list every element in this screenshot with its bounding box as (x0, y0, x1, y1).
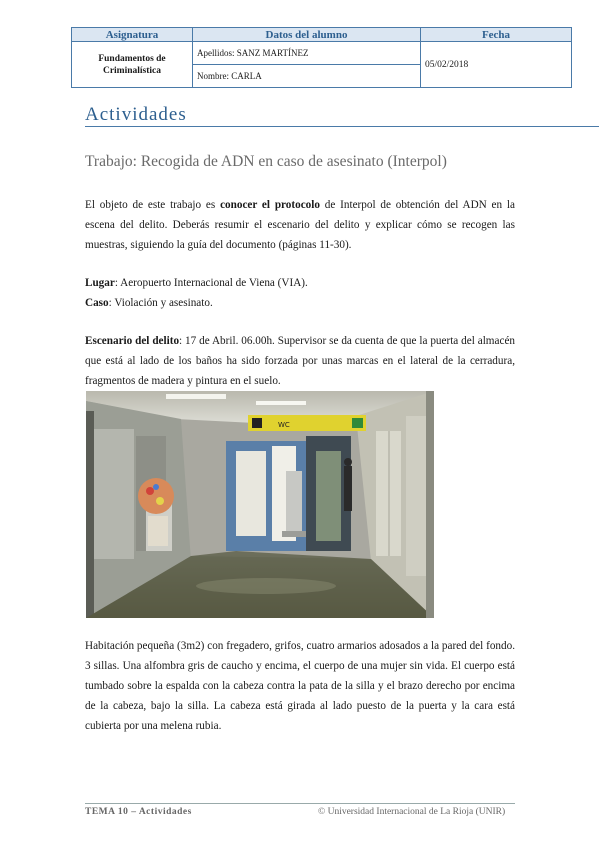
subject-name: Fundamentos de Criminalística (72, 42, 193, 88)
intro-paragraph (85, 195, 515, 255)
assignment-subtitle: Trabajo: Recogida de ADN en caso de asesinato (Interpol) (85, 153, 447, 170)
place-case-paragraph (85, 273, 515, 313)
sign-text: WC (278, 421, 290, 429)
crime-scene-photo (86, 391, 434, 618)
scene-label: Escenario del delito (85, 335, 180, 347)
case-value: : Violación y asesinato. (108, 297, 213, 309)
room-description: Habitación pequeña (3m2) con fregadero, grifos, cuatro armarios adosados a la pared del fondo. 3 sillas. Una alfombra gris de caucho y encima, el cuerpo de una mujer sin vida. El cuerpo está tumbado sobre la espalda con la cabeza contra la pata de la silla y el brazo derecho por encima de la cabeza, bajo la silla. La cabeza está girada al lado puesto de la puerta y la cara está cubierta por una melena rubia. (85, 640, 515, 732)
section-title: Actividades (85, 104, 599, 127)
submission-date: 05/02/2018 (421, 42, 572, 88)
scene-text: : 17 de Abril. 06.00h. Supervisor se da cuenta de que la puerta del almacén que está al lado de los baños ha sido forzada por unas marcas en el lateral de la cerradura, fragmentos de madera y pintura en el suelo. (85, 335, 516, 387)
footer-copyright: © Universidad Internacional de La Rioja (UNIR) (318, 807, 506, 817)
case-label: Caso (85, 297, 109, 309)
student-name: Nombre: CARLA (193, 65, 421, 88)
intro-text-pre: El objeto de este trabajo es (85, 199, 221, 211)
student-surname: Apellidos: SANZ MARTÍNEZ (193, 42, 421, 65)
header-subject-label: Asignatura (72, 28, 193, 42)
intro-text-post: de Interpol de obtención del ADN en la escena del delito. Deberás resumir el escenario del delito y explicar cómo se recogen las muestras, siguiendo la guía del documento (páginas 11-30). (85, 199, 515, 251)
footer-topic: TEMA 10 – Actividades (85, 807, 192, 817)
footer-divider (85, 803, 515, 804)
header-table (71, 27, 572, 88)
header-date-label: Fecha (421, 28, 572, 42)
place-label: Lugar (85, 277, 115, 289)
header-student-label: Datos del alumno (193, 28, 421, 42)
scene-paragraph (85, 331, 515, 391)
intro-text-bold: conocer el protocolo (220, 199, 320, 211)
place-value: : Aeropuerto Internacional de Viena (VIA). (114, 277, 308, 289)
